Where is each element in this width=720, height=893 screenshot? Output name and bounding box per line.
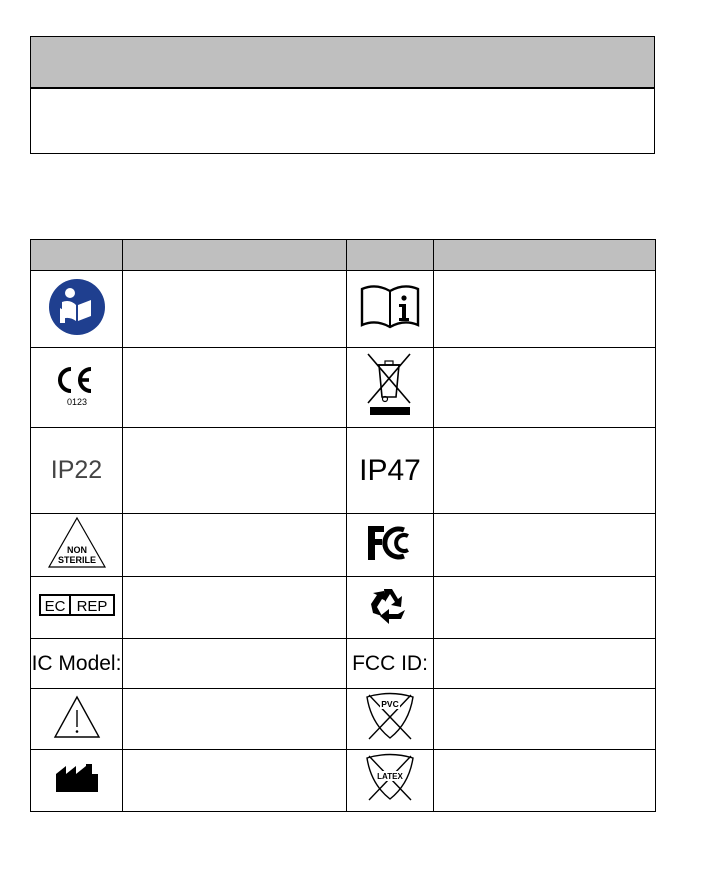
latex-label: LATEX xyxy=(377,772,403,781)
symbol-cell xyxy=(31,750,123,812)
description-cell xyxy=(434,750,656,812)
table-row xyxy=(31,348,656,428)
ic-model-label: IC Model: xyxy=(31,651,122,675)
non-sterile-line1: NON xyxy=(66,544,87,555)
non-sterile-line2: STERILE xyxy=(57,554,96,565)
description-cell xyxy=(434,577,656,639)
ce-number: 0123 xyxy=(66,397,87,407)
symbol-cell xyxy=(347,577,434,639)
header-cell-symbol-1 xyxy=(31,240,123,271)
manufacturer-icon xyxy=(54,762,100,794)
pvc-label: PVC xyxy=(381,698,399,709)
symbol-cell xyxy=(347,750,434,812)
ip-rating-label: IP22 xyxy=(50,456,103,484)
table-row xyxy=(31,577,656,639)
symbol-cell xyxy=(31,348,123,428)
latex-free-icon xyxy=(363,752,417,804)
symbols-table xyxy=(30,239,656,812)
symbol-cell xyxy=(31,428,123,514)
description-cell xyxy=(123,348,347,428)
description-cell xyxy=(123,689,347,750)
non-sterile-icon xyxy=(47,516,107,570)
fcc-logo-icon xyxy=(366,524,414,562)
symbol-cell xyxy=(347,639,434,689)
table-row xyxy=(31,750,656,812)
description-cell xyxy=(434,639,656,689)
fcc-id-label: FCC ID: xyxy=(352,651,428,675)
header-title-bar xyxy=(31,37,654,89)
description-cell xyxy=(434,428,656,514)
description-cell xyxy=(123,428,347,514)
symbol-cell xyxy=(347,689,434,750)
symbol-cell xyxy=(31,577,123,639)
table-row xyxy=(31,271,656,348)
header-cell-description-1 xyxy=(123,240,347,271)
symbol-cell xyxy=(31,271,123,348)
ec-rep-ec: EC xyxy=(44,598,65,615)
header-cell-description-2 xyxy=(434,240,656,271)
description-cell xyxy=(123,514,347,577)
weee-bin-icon xyxy=(365,351,415,419)
instructions-info-icon xyxy=(359,283,421,331)
table-row xyxy=(31,689,656,750)
header-cell-symbol-2 xyxy=(347,240,434,271)
description-cell xyxy=(123,639,347,689)
description-cell xyxy=(434,348,656,428)
symbol-cell xyxy=(31,639,123,689)
ce-mark-icon xyxy=(51,362,103,408)
table-row xyxy=(31,514,656,577)
pvc-free-icon xyxy=(363,691,417,743)
description-cell xyxy=(434,271,656,348)
header-box xyxy=(30,36,655,154)
read-manual-icon xyxy=(48,278,106,336)
table-row xyxy=(31,428,656,514)
symbol-cell xyxy=(347,428,434,514)
symbol-cell xyxy=(347,271,434,348)
table-header-row xyxy=(31,240,656,271)
description-cell xyxy=(123,750,347,812)
symbol-cell xyxy=(31,514,123,577)
ec-rep-icon xyxy=(39,593,115,617)
ec-rep-rep: REP xyxy=(76,598,107,615)
ip-rating-label: IP47 xyxy=(359,453,421,487)
recycle-icon xyxy=(368,583,412,627)
description-cell xyxy=(123,271,347,348)
description-cell xyxy=(434,689,656,750)
symbol-cell xyxy=(31,689,123,750)
description-cell xyxy=(434,514,656,577)
table-row xyxy=(31,639,656,689)
symbol-cell xyxy=(347,348,434,428)
caution-icon xyxy=(53,695,101,739)
description-cell xyxy=(123,577,347,639)
symbol-cell xyxy=(347,514,434,577)
